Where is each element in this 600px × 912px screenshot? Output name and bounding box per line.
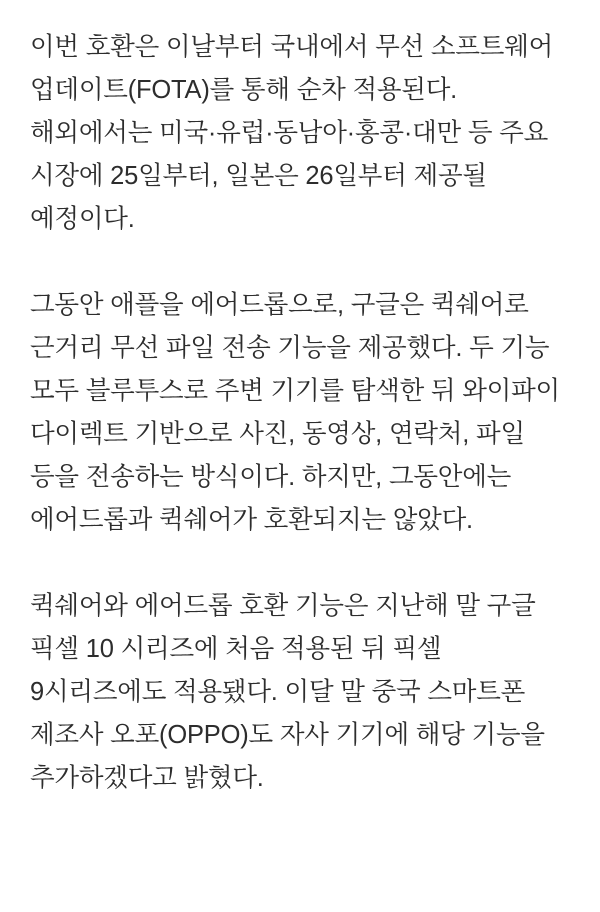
article-paragraph: 퀵쉐어와 에어드롭 호환 기능은 지난해 말 구글 픽셀 10 시리즈에 처음 적용된 뒤 픽셀 9시리즈에도 적용됐다. 이달 말 중국 스마트폰 제조사 오포(OPPO)도 자사 기기에 해당 기능을 추가하겠다고 밝혔다. — [30, 592, 545, 792]
article-paragraph: 그동안 애플을 에어드롭으로, 구글은 퀵쉐어로 근거리 무선 파일 전송 기능을 제공했다. 두 기능 모두 블루투스로 주변 기기를 탐색한 뒤 와이파이 다이렉트 기반으로 사진, 동영상, 연락처, 파일 등을 전송하는 방식이다. 하지만, 그동안에는 에어드롭과 퀵쉐어가 호환되지는 않았다. — [30, 291, 560, 534]
article-paragraph: 이번 호환은 이날부터 국내에서 무선 소프트웨어 업데이트(FOTA)를 통해 순차 적용된다. 해외에서는 미국·유럽·동남아·홍콩·대만 등 주요 시장에 25일부터, 일본은 26일부터 제공될 예정이다. — [30, 33, 554, 233]
